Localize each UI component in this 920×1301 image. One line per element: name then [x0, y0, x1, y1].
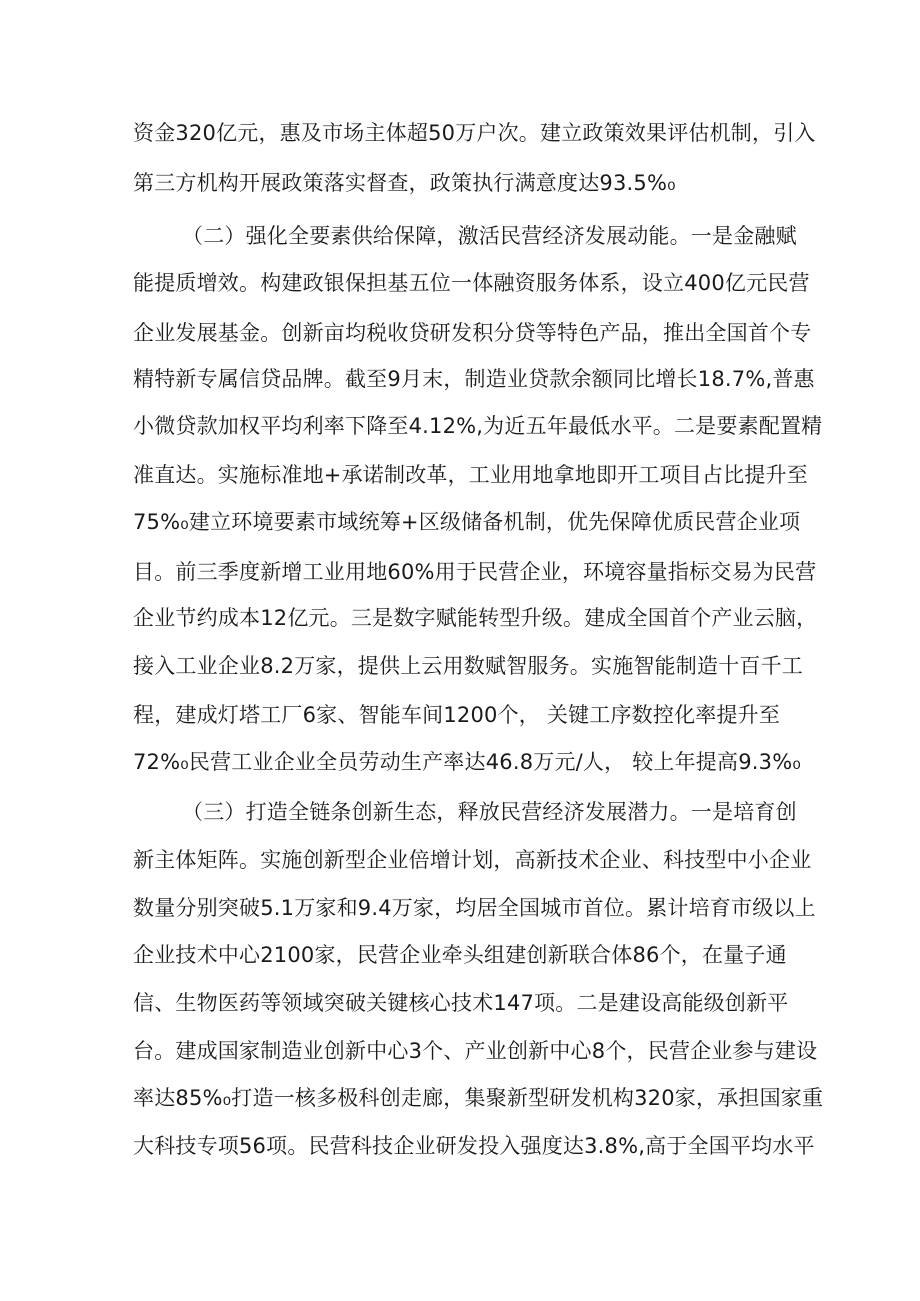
- text-line-18: 企业技术中心2100家，民营企业牵头组建创新联合体86个，在量子通: [133, 943, 787, 967]
- text-line-14: 72%₀民营工业企业全员劳动生产率达46.8万元/人， 较上年提高9.3%₀: [133, 750, 801, 774]
- text-line-22: 大科技专项56项。民营科技企业研发投入强度达3.8%,高于全国平均水平: [133, 1134, 815, 1158]
- text-line-19: 信、生物医药等领域突破关键核心技术147项。二是建设高能级创新平: [133, 991, 789, 1015]
- text-line-11: 企业节约成本12亿元。三是数字赋能转型升级。建成全国首个产业云脑，: [133, 606, 818, 630]
- text-line-15: （三）打造全链条创新生态，释放民营经济发展潜力。一是培育创: [182, 800, 797, 824]
- text-line-6: 精特新专属信贷品牌。截至9月末，制造业贷款余额同比增长18.7%,普惠: [133, 367, 815, 391]
- text-line-5: 企业发展基金。创新亩均税收贷研发积分贷等特色产品，推出全国首个专: [133, 321, 812, 345]
- text-line-3: （二）强化全要素供给保障，激活民营经济发展动能。一是金融赋: [182, 224, 797, 248]
- text-line-7: 小微贷款加权平均利率下降至4.12%,为近五年最低水平。二是要素配置精: [133, 414, 823, 438]
- text-line-16: 新主体矩阵。实施创新型企业倍增计划，高新技术企业、科技型中小企业: [133, 848, 812, 872]
- text-line-9: 75%₀建立环境要素市域统筹+区级储备机制，优先保障优质民营企业项: [133, 510, 801, 534]
- text-line-21: 率达85%₀打造一核多极科创走廊，集聚新型研发机构320家，承担国家重: [133, 1086, 824, 1110]
- text-line-2: 第三方机构开展政策落实督查，政策执行满意度达93.5%₀: [133, 171, 676, 195]
- text-line-4: 能提质增效。构建政银保担基五位一体融资服务体系，设立400亿元民营: [133, 271, 810, 295]
- text-line-17: 数量分别突破5.1万家和9.4万家，均居全国城市首位。累计培育市级以上: [133, 896, 816, 920]
- text-line-1: 资金320亿元，惠及市场主体超50万户次。建立政策效果评估机制，引入: [133, 121, 816, 145]
- text-line-13: 程，建成灯塔工厂6家、智能车间1200个， 关键工序数控化率提升至: [133, 703, 781, 727]
- text-line-10: 目。前三季度新增工业用地60%用于民营企业，环境容量指标交易为民营: [133, 560, 817, 584]
- text-line-20: 台。建成国家制造业创新中心3个、产业创新中心8个，民营企业参与建设: [133, 1039, 818, 1063]
- text-line-8: 准直达。实施标准地+承诺制改革，工业用地拿地即开工项目占比提升至: [133, 463, 808, 487]
- text-line-12: 接入工业企业8.2万家，提供上云用数赋智服务。实施智能制造十百千工: [133, 654, 803, 678]
